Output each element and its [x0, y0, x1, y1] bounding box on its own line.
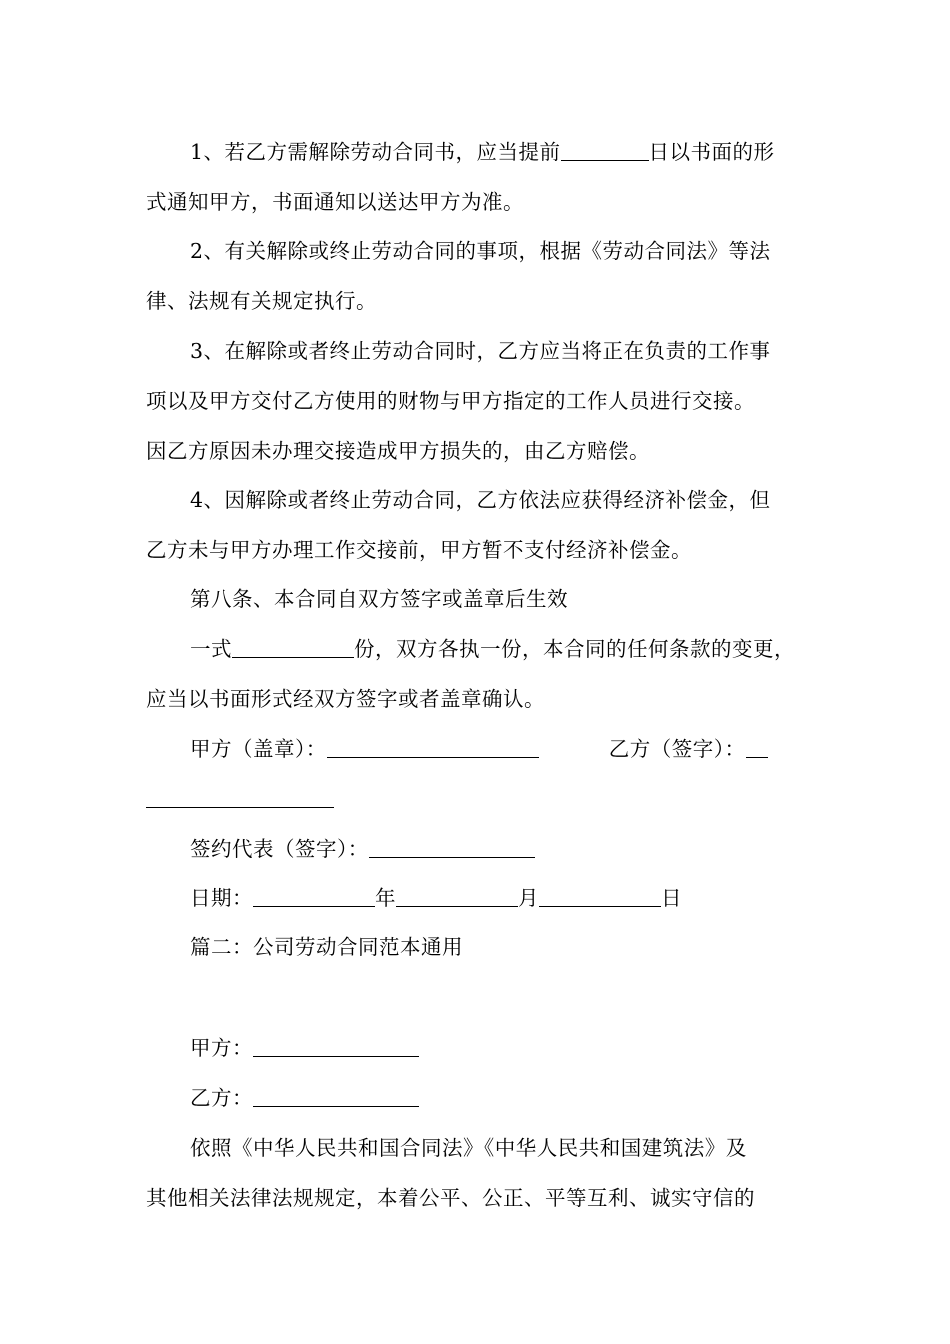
part2-title: 篇二：公司劳动合同范本通用: [190, 935, 463, 959]
item3-line2: 项以及甲方交付乙方使用的财物与甲方指定的工作人员进行交接。: [146, 389, 755, 413]
notice-days-blank: [561, 138, 649, 161]
year-blank: [253, 884, 375, 907]
copies-prefix: 一式: [190, 637, 232, 661]
item1-text-a: 1、若乙方需解除劳动合同书，应当提前: [190, 140, 561, 164]
part2-party-b-blank: [253, 1084, 419, 1107]
year-label: 年: [375, 886, 396, 910]
party-b-sign-blank: [746, 735, 768, 758]
party-b-sign-blank-continued: [146, 785, 334, 808]
date-label: 日期：: [190, 886, 253, 910]
item2-line1: 2、有关解除或终止劳动合同的事项，根据《劳动合同法》等法: [190, 239, 771, 263]
signature-line: [190, 734, 852, 764]
item2-line2: 律、法规有关规定执行。: [146, 289, 377, 313]
part2-party-b-line: [190, 1083, 852, 1113]
party-a-seal-blank: [327, 735, 539, 758]
item4-line1: 4、因解除或者终止劳动合同，乙方依法应获得经济补偿金，但: [190, 488, 771, 512]
item1-line1: [190, 137, 852, 167]
representative-line: [190, 834, 852, 864]
part2-party-a-line: [190, 1033, 852, 1063]
representative-label: 签约代表（签字）：: [190, 837, 369, 861]
day-label: 日: [661, 886, 682, 910]
representative-blank: [369, 835, 535, 858]
article8-title: 第八条、本合同自双方签字或盖章后生效: [190, 587, 568, 611]
party-a-seal-label: 甲方（盖章）：: [190, 737, 327, 761]
item3-line3: 因乙方原因未办理交接造成甲方损失的，由乙方赔偿。: [146, 439, 650, 463]
part2-party-a-blank: [253, 1034, 419, 1057]
month-blank: [396, 884, 518, 907]
article8-line1: [190, 634, 852, 664]
part2-intro-line1: 依照《中华人民共和国合同法》《中华人民共和国建筑法》及: [190, 1136, 747, 1160]
item4-line2: 乙方未与甲方办理工作交接前，甲方暂不支付经济补偿金。: [146, 538, 692, 562]
part2-party-a-label: 甲方：: [190, 1036, 253, 1060]
part2-intro-line2: 其他相关法律法规规定，本着公平、公正、平等互利、诚实守信的: [146, 1186, 755, 1210]
party-b-sign-label: 乙方（签字）：: [608, 737, 746, 761]
article8-line2: 应当以书面形式经双方签字或者盖章确认。: [146, 687, 545, 711]
copies-suffix: 份，双方各执一份，本合同的任何条款的变更，: [354, 637, 795, 661]
item3-line1: 3、在解除或者终止劳动合同时，乙方应当将正在负责的工作事: [190, 339, 771, 363]
day-blank: [539, 884, 661, 907]
item1-text-b: 日以书面的形: [648, 140, 775, 164]
month-label: 月: [518, 886, 539, 910]
date-line: [190, 883, 852, 913]
part2-party-b-label: 乙方：: [190, 1086, 253, 1110]
item1-line2: 式通知甲方，书面通知以送达甲方为准。: [146, 190, 524, 214]
copies-blank: [232, 635, 354, 658]
party-b-sign-continuation: [146, 784, 808, 814]
